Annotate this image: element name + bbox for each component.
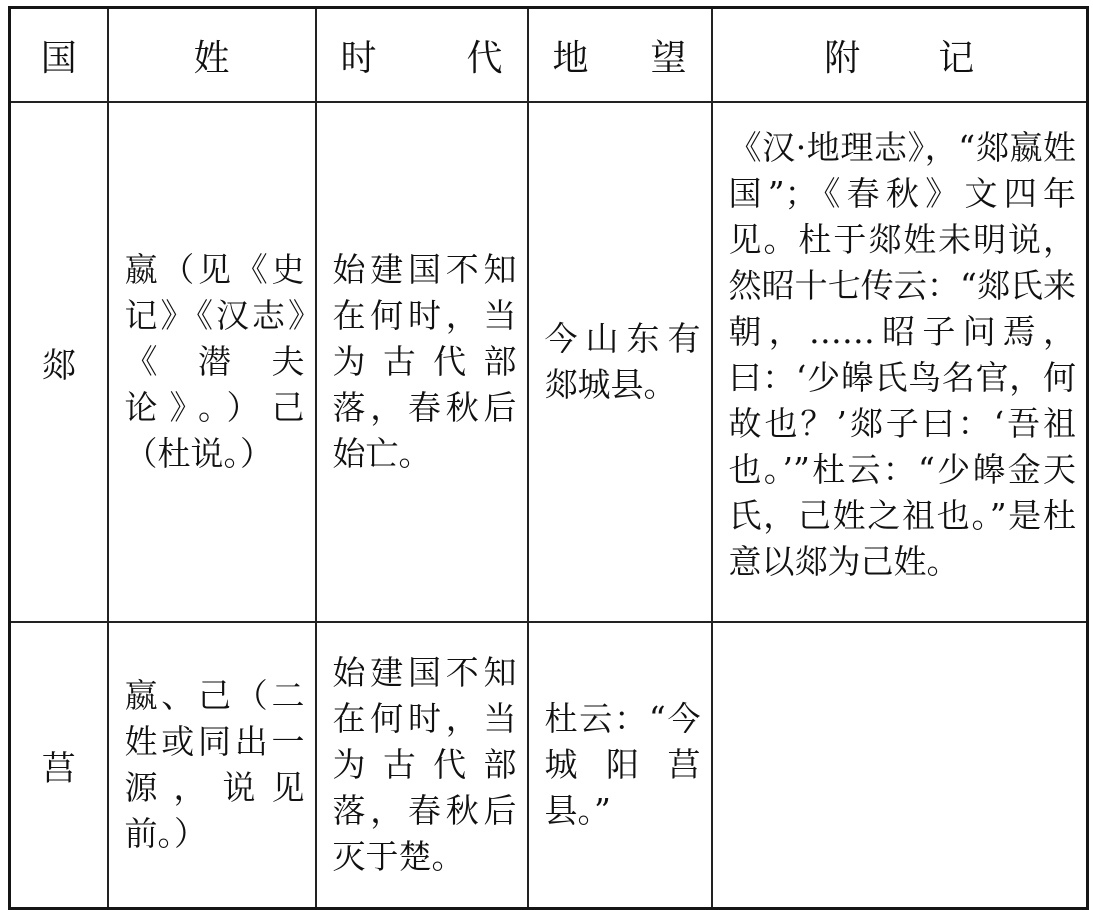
header-surname <box>108 8 316 103</box>
header-country-label: 国 <box>40 37 77 79</box>
table-row <box>10 622 1088 909</box>
header-location-char-1: 地 <box>552 37 589 79</box>
notes-cell <box>712 622 1088 909</box>
location-cell: 杜云：“今城阳莒县。” <box>528 622 712 909</box>
era-cell: 始建国不知在何时，当为古代部落，春秋后灭于楚。 <box>316 622 528 909</box>
location-cell: 今山东有郯城县。 <box>528 102 712 622</box>
header-row <box>10 8 1088 103</box>
notes-cell: 《汉·地理志》，“郯嬴姓国”；《春秋》文四年见。杜于郯姓未明说，然昭十七传云：“郯氏来朝，……昭子问焉，曰：‘少皞氏鸟名官，何故也？’郯子曰：‘吾祖也。’”杜云：“少皞金天氏，己姓之祖也。”是杜意以郯为己姓。 <box>712 102 1088 622</box>
surname-cell: 嬴（见《史记》《汉志》《潜夫论》。）己（杜说。） <box>108 102 316 622</box>
header-location <box>528 8 712 103</box>
header-era <box>316 8 528 103</box>
genealogy-table <box>8 6 1089 910</box>
header-country <box>10 8 108 103</box>
country-cell: 莒 <box>10 622 108 909</box>
surname-cell: 嬴、己（二姓或同出一源，说见前。） <box>108 622 316 909</box>
header-notes-char-1: 附 <box>824 37 861 79</box>
country-cell: 郯 <box>10 102 108 622</box>
header-location-char-2: 望 <box>650 37 687 79</box>
header-notes <box>712 8 1088 103</box>
header-era-char-1: 时 <box>340 37 377 79</box>
header-era-char-2: 代 <box>466 37 503 79</box>
header-surname-label: 姓 <box>193 37 230 79</box>
header-notes-char-2: 记 <box>938 37 975 79</box>
era-cell: 始建国不知在何时，当为古代部落，春秋后始亡。 <box>316 102 528 622</box>
table-row <box>10 102 1088 622</box>
